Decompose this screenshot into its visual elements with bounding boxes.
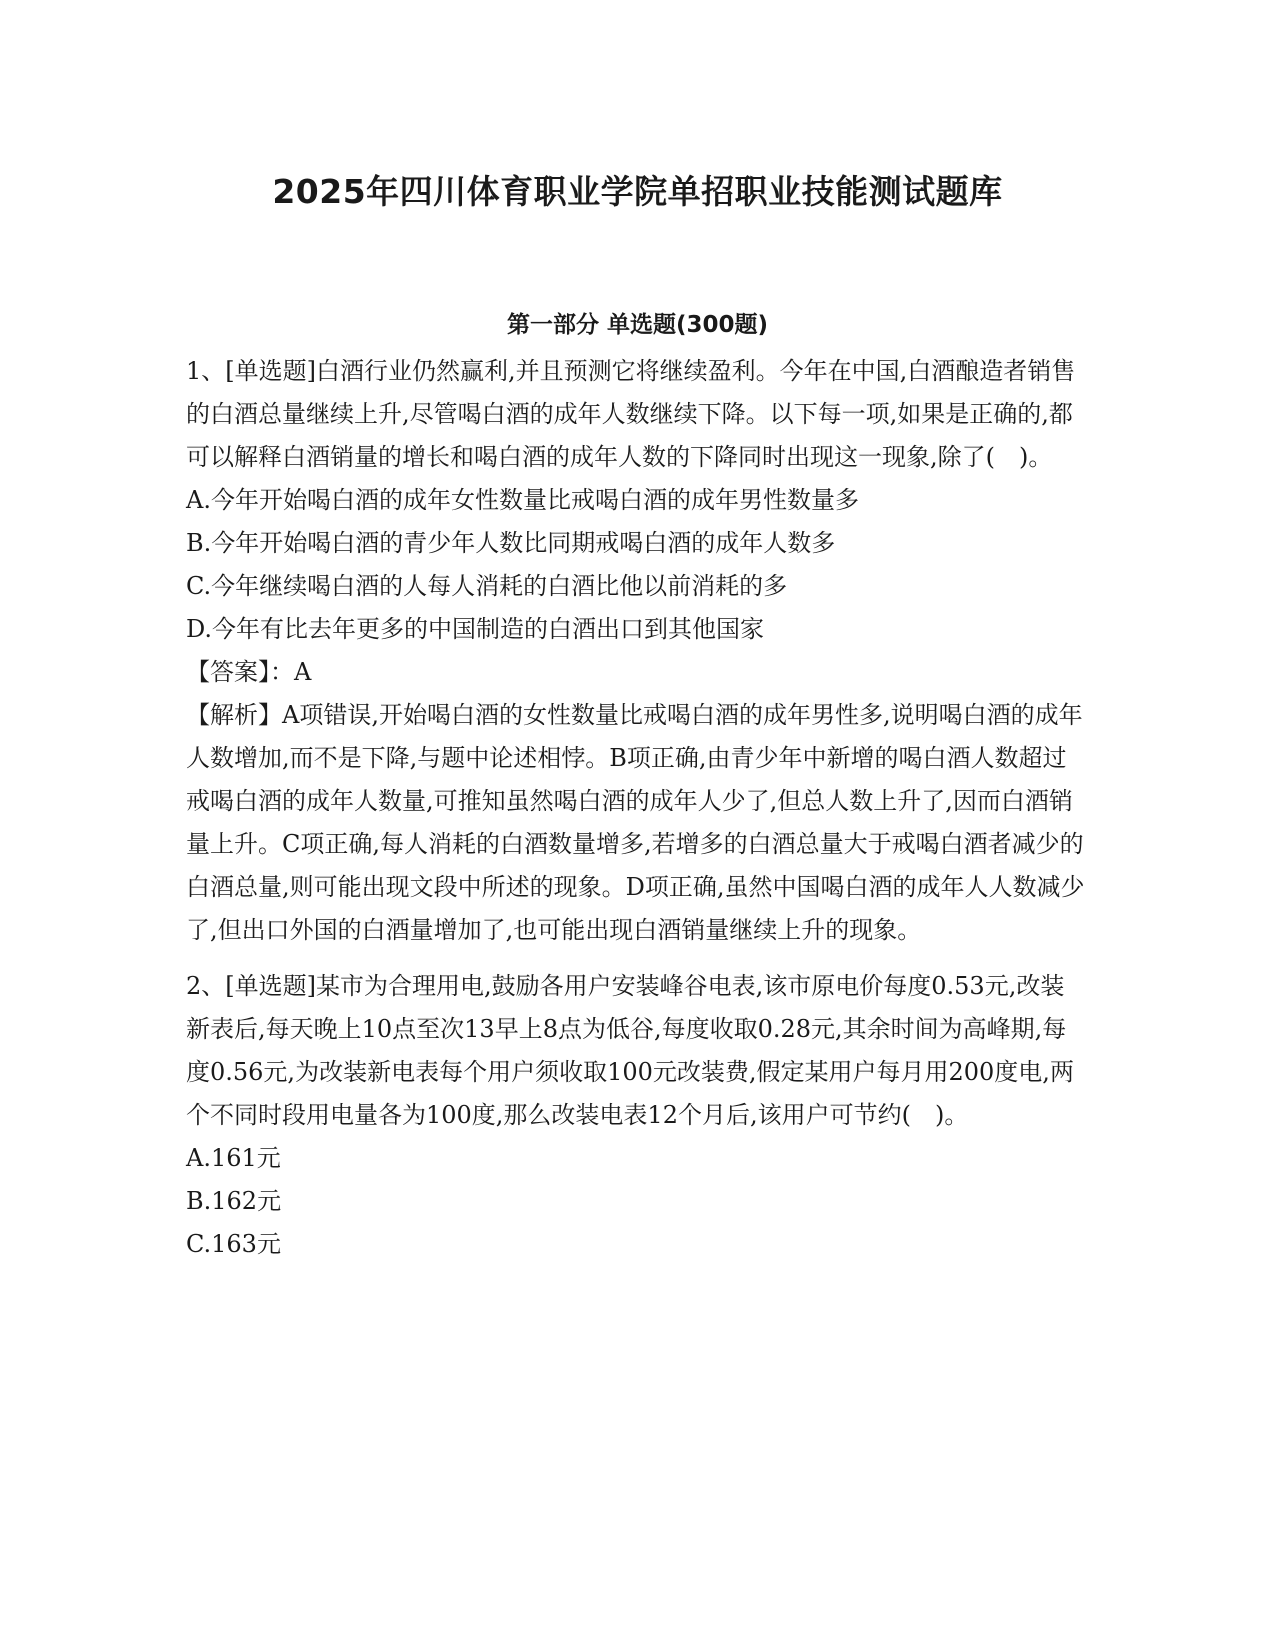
option-c: C.163元 [186, 1230, 281, 1258]
option-a: A.161元 [186, 1144, 281, 1172]
section-title: 第一部分 单选题(300题) [506, 312, 769, 339]
analysis-text: 【解析】A项错误,开始喝白酒的女性数量比戒喝白酒的成年男性多,说明喝白酒的成年人数增加,而不是下降,与题中论述相悖。B项正确,由青少年中新增的喝白酒人数超过戒喝白酒的成年人数量,可推知虽然喝白酒的成年人少了,但总人数上升了,因而白酒销量上升。C项正确,每人消耗的白酒数量增多,若增多的白酒总量大于戒喝白酒者减少的白酒总量,则可能出现文段中所述的现象。D项正确,虽然中国喝白酒的成年人人数减少了,但出口外国的白酒量增加了,也可能出现白酒销量继续上升的现象。 [186, 701, 1085, 944]
document-title: 2025年四川体育职业学院单招职业技能测试题库 [272, 172, 1003, 212]
question-2 [186, 965, 1086, 1266]
option-b: B.今年开始喝白酒的青少年人数比同期戒喝白酒的成年人数多 [186, 529, 836, 557]
question-1 [186, 350, 1086, 952]
option-a: A.今年开始喝白酒的成年女性数量比戒喝白酒的成年男性数量多 [186, 486, 859, 514]
question-list [186, 350, 1086, 1266]
option-d: D.今年有比去年更多的中国制造的白酒出口到其他国家 [186, 615, 765, 643]
option-b: B.162元 [186, 1187, 282, 1215]
question-stem: 2、[单选题]某市为合理用电,鼓励各用户安装峰谷电表,该市原电价每度0.53元,改装新表后,每天晚上10点至次13早上8点为低谷,每度收取0.28元,其余时间为高峰期,每度0.56元,为改装新电表每个用户须收取100元改装费,假定某用户每月用200度电,两个不同时段用电量各为100度,那么改装电表12个月后,该用户可节约( )。 [186, 972, 1074, 1129]
option-c: C.今年继续喝白酒的人每人消耗的白酒比他以前消耗的多 [186, 572, 788, 600]
answer-line: 【答案】：A [186, 658, 312, 686]
question-stem: 1、[单选题]白酒行业仍然赢利,并且预测它将继续盈利。今年在中国,白酒酿造者销售的白酒总量继续上升,尽管喝白酒的成年人数继续下降。以下每一项,如果是正确的,都可以解释白酒销量的增长和喝白酒的成年人数的下降同时出现这一现象,除了( )。 [186, 357, 1076, 471]
